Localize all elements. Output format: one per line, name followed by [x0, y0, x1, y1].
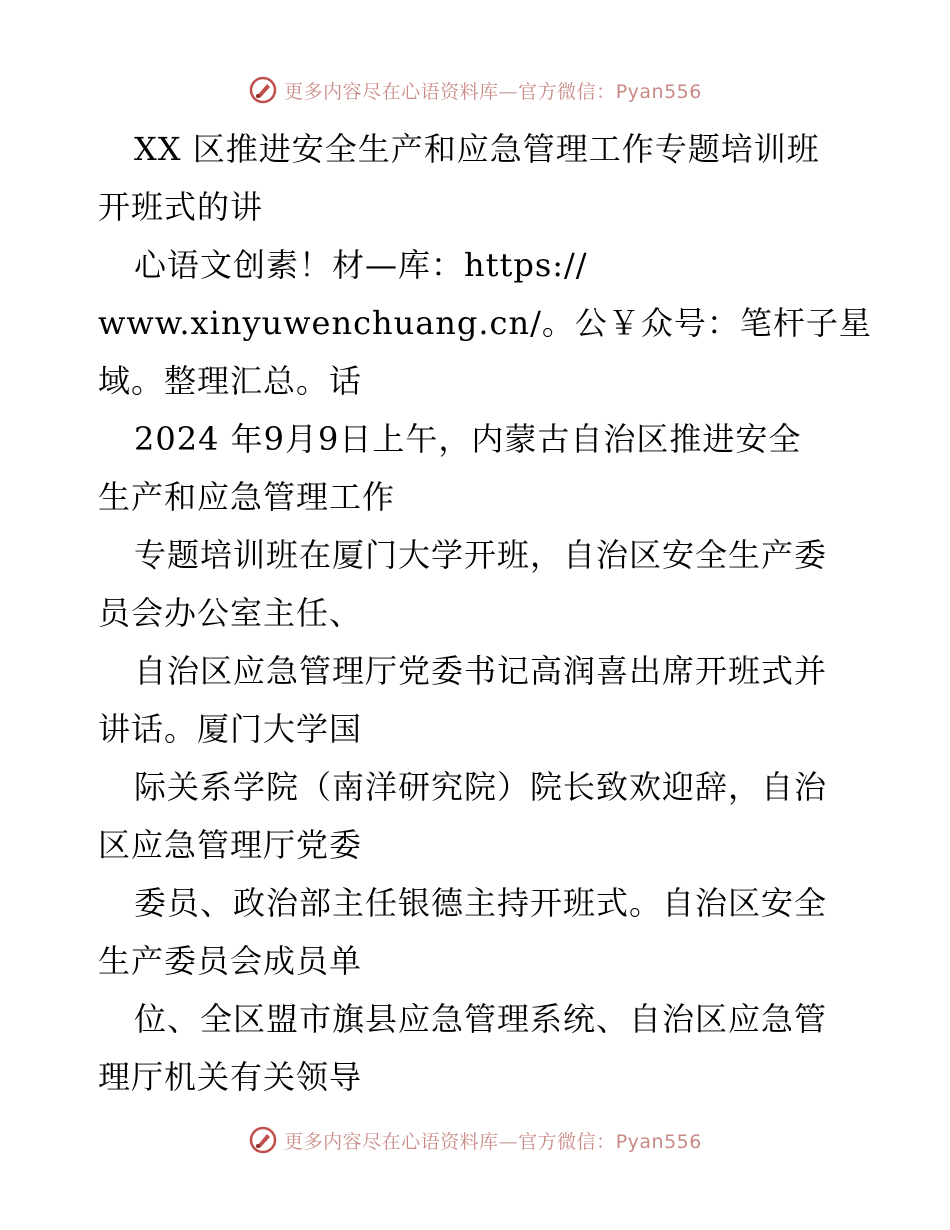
- banner-suffix-text: 官方微信：: [518, 80, 616, 103]
- banner-text: [284, 77, 702, 104]
- banner-dash: —: [498, 80, 519, 103]
- document-text-line: 位、全区盟市旗县应急管理系统、自治区应急管: [134, 1000, 828, 1038]
- document-text-line: 际关系学院（南洋研究院）院长致欢迎辞，自治: [134, 768, 828, 806]
- document-title-line-1: XX 区推进安全生产和应急管理工作专题培训班: [134, 130, 820, 168]
- banner-dash: —: [498, 1130, 519, 1153]
- document-text-line: www.xinyuwenchuang.cn/。公￥众号：笔杆子星: [98, 304, 872, 342]
- document-text-line: 2024 年9月9日上午，内蒙古自治区推进安全: [134, 420, 802, 458]
- banner-text: [284, 1127, 702, 1154]
- document-text-line: 心语文创素！材—库：https://: [134, 246, 588, 284]
- document-text-line: 自治区应急管理厅党委书记高润喜出席开班式并: [134, 652, 828, 690]
- document-text-line: 生产委员会成员单: [98, 942, 363, 980]
- banner-wechat-id: Pyan556: [615, 1130, 702, 1153]
- document-text-line: 讲话。厦门大学国: [98, 710, 363, 748]
- document-text-line: 域。整理汇总。话: [98, 362, 363, 400]
- document-body: [98, 120, 872, 1106]
- pen-circle-logo-icon: [248, 75, 278, 105]
- document-text-line: 理厅机关有关领导: [98, 1058, 363, 1096]
- pen-circle-logo-icon: [248, 1125, 278, 1155]
- document-text-line: 委员、政治部主任银德主持开班式。自治区安全: [134, 884, 828, 922]
- document-text-line: 员会办公室主任、: [98, 594, 363, 632]
- banner-main-text: 更多内容尽在心语资料库: [284, 1130, 499, 1153]
- footer-banner: [0, 1122, 950, 1158]
- banner-wechat-id: Pyan556: [615, 80, 702, 103]
- document-title-line-2: 开班式的讲: [98, 188, 264, 226]
- document-text-line: 专题培训班在厦门大学开班，自治区安全生产委: [134, 536, 828, 574]
- header-banner: [0, 72, 950, 108]
- document-text-line: 生产和应急管理工作: [98, 478, 396, 516]
- document-text-line: 区应急管理厅党委: [98, 826, 363, 864]
- banner-suffix-text: 官方微信：: [518, 1130, 616, 1153]
- banner-main-text: 更多内容尽在心语资料库: [284, 80, 499, 103]
